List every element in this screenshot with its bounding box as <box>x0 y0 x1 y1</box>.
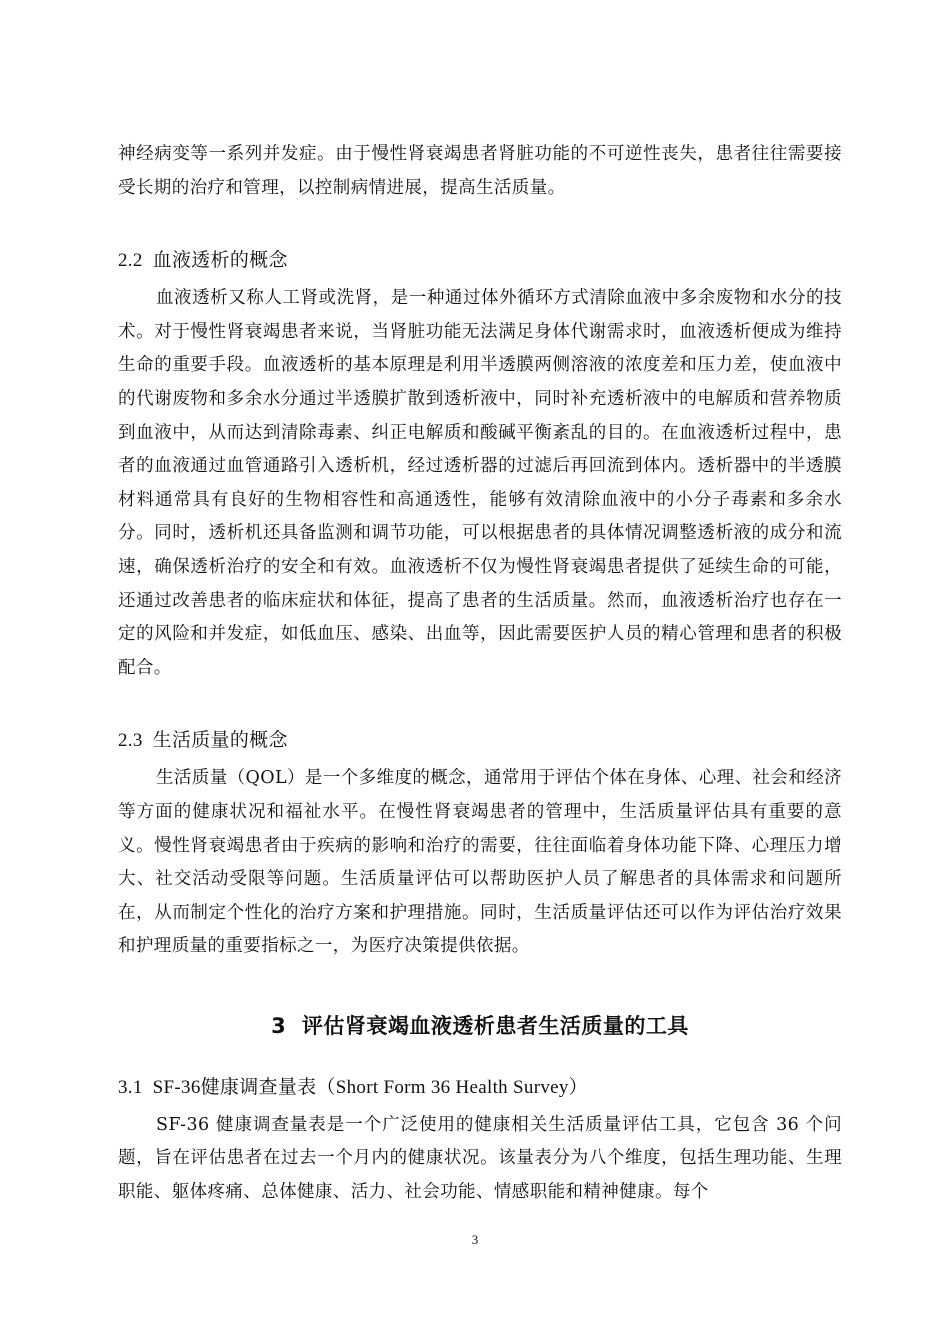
section-3-1-title-suffix: ） <box>568 1075 588 1098</box>
section-3-1-body: SF-36 健康调查量表是一个广泛使用的健康相关生活质量评估工具，它包含 36 个问题，旨在评估患者在过去一个月内的健康状况。该量表分为八个维度，包括生理功能、生理职能、躯体疼痛、总体健康、活力、社会功能、情感职能和精神健康。每个 <box>118 1114 842 1203</box>
intro-paragraph: 神经病变等一系列并发症。由于慢性肾衰竭患者肾脏功能的不可逆性丧失，患者往往需要接受长期的治疗和管理，以控制病情进展，提高生活质量。 <box>118 144 842 198</box>
section-2-2-heading <box>118 243 842 278</box>
section-3-1-title-prefix: SF-36 <box>152 1076 201 1098</box>
page-number: 3 <box>471 1232 479 1247</box>
section-2-3-title: 生活质量的概念 <box>152 729 288 752</box>
chapter-3-title: 评估肾衰竭血液透析患者生活质量的工具 <box>301 1013 689 1038</box>
chapter-3-heading <box>118 1008 842 1044</box>
section-3-1-heading <box>118 1070 842 1105</box>
section-2-3-body: 生活质量（QOL）是一个多维度的概念，通常用于评估个体在身体、心理、社会和经济等方面的健康状况和福祉水平。在慢性肾衰竭患者的管理中，生活质量评估具有重要的意义。慢性肾衰竭患者由于疾病的影响和治疗的需要，往往面临着身体功能下降、心理压力增大、社交活动受限等问题。生活质量评估可以帮助医护人员了解患者的具体需求和问题所在，从而制定个性化的治疗方案和护理措施。同时，生活质量评估还可以作为评估治疗效果和护理质量的重要指标之一，为医疗决策提供依据。 <box>118 768 842 957</box>
section-3-1-title-latin: Short Form 36 Health Survey <box>335 1076 569 1098</box>
chapter-3-number: 3 <box>271 1013 287 1038</box>
section-2-2-number: 2.2 <box>118 250 143 272</box>
section-3-1-title-cjk: 健康调查量表（ <box>200 1075 336 1098</box>
document-page <box>118 138 842 1210</box>
section-2-2-title: 血液透析的概念 <box>152 249 288 272</box>
section-2-3-heading <box>118 723 842 758</box>
section-2-2-body: 血液透析又称人工肾或洗肾，是一种通过体外循环方式清除血液中多余废物和水分的技术。对于慢性肾衰竭患者来说，当肾脏功能无法满足身体代谢需求时，血液透析便成为维持生命的重要手段。血液透析的基本原理是利用半透膜两侧溶液的浓度差和压力差，使血液中的代谢废物和多余水分通过半透膜扩散到透析液中，同时补充透析液中的电解质和营养物质到血液中，从而达到清除毒素、纠正电解质和酸碱平衡紊乱的目的。在血液透析过程中，患者的血液通过血管通路引入透析机，经过透析器的过滤后再回流到体内。透析器中的半透膜材料通常具有良好的生物相容性和高通透性，能够有效清除血液中的小分子毒素和多余水分。同时，透析机还具备监测和调节功能，可以根据患者的具体情况调整透析液的成分和流速，确保透析治疗的安全和有效。血液透析不仅为慢性肾衰竭患者提供了延续生命的可能，还通过改善患者的临床症状和体征，提高了患者的生活质量。然而，血液透析治疗也存在一定的风险和并发症，如低血压、感染、出血等，因此需要医护人员的精心管理和患者的积极配合。 <box>118 288 842 678</box>
section-3-1-number: 3.1 <box>118 1076 143 1098</box>
section-2-3-number: 2.3 <box>118 730 143 752</box>
